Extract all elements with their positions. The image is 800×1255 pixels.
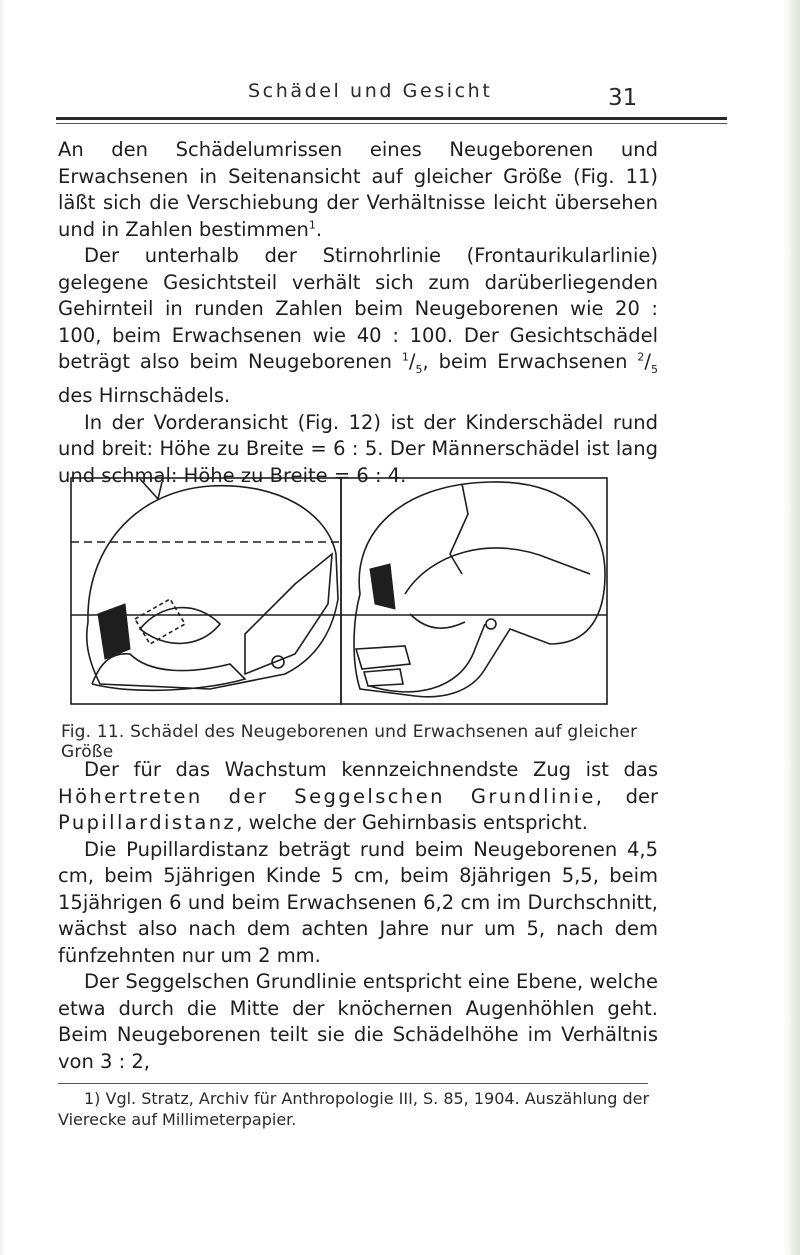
newborn-orbit: [98, 604, 130, 659]
header-rule-thin: [56, 123, 727, 124]
newborn-skull: [87, 479, 338, 690]
paragraph-4-text-c: , welche der Gehirnbasis entspricht.: [236, 811, 588, 834]
adult-orbit: [370, 564, 395, 609]
fraction-1-denominator: 5: [415, 362, 423, 376]
newborn-skull-outline: [87, 486, 338, 689]
paragraph-3: In der Vorderansicht (Fig. 12) ist der Kinderschädel rund und breit: Höhe zu Breite = 6 : 5. Der Männerschädel ist lang und schmal: Höhe zu Breite = 6 : 4.: [58, 410, 658, 487]
newborn-ear-region: [245, 554, 332, 674]
paragraph-4: [58, 757, 658, 837]
figure-caption: Fig. 11. Schädel des Neugeborenen und Erwachsenen auf gleicher Größe: [61, 722, 638, 762]
fraction-1-numerator: 1: [401, 350, 409, 364]
paragraph-5: Die Pupillardistanz beträgt rund beim Neugeborenen 4,5 cm, beim 5jährigen Kinde 5 cm, beim 8jährigen 5,5, beim 15jährigen 6 und beim Erwachsenen 6,2 cm im Durchschnitt, wächst also nach dem achten Jahre nur um 5, nach dem fünfzehnten nur um 2 mm.: [58, 837, 658, 967]
page-left-edge: [0, 0, 6, 1255]
paragraph-2-text-b: , beim Erwachsenen: [422, 350, 638, 373]
paragraph-4-text-a: Der für das Wachstum kennzeichnendste Zug ist das: [84, 758, 658, 781]
paragraph-1-end: .: [315, 217, 323, 241]
newborn-fontanelle: [140, 479, 162, 499]
header-rule: [56, 117, 727, 120]
adult-mandible: [370, 624, 485, 692]
footnote-rule: [58, 1083, 648, 1084]
adult-suture: [450, 484, 468, 574]
footnote: [58, 1088, 658, 1130]
adult-upper-teeth: [356, 646, 410, 669]
adult-skull: [354, 482, 605, 697]
page-right-edge: [782, 0, 800, 1255]
skull-figure: [70, 474, 610, 706]
paragraph-4-text-b: , der: [595, 784, 658, 808]
adult-lower-teeth: [364, 669, 403, 686]
text-block-top: [58, 137, 658, 489]
footnote-text: 1) Vgl. Stratz, Archiv für Anthropologie III, S. 85, 1904. Auszählung der Vierecke auf Millimeterpapier.: [58, 1089, 650, 1129]
paragraph-2-text-a: Der unterhalb der Stirnohrlinie (Frontaurikularlinie) gelegene Gesichtsteil verhält sich zum darüberliegenden Gehirnteil in runden Zahlen beim Neugeborenen wie 20 : 100, beim Erwachsenen wie 40 : 100. Der Gesichtschädel beträgt also beim Neugeborenen: [58, 244, 658, 373]
paragraph-1: [58, 137, 658, 243]
paragraph-2-text-c: des Hirnschädels.: [58, 384, 231, 408]
newborn-frame: [71, 478, 341, 704]
fraction-2-numerator: 2: [637, 350, 645, 364]
paragraph-2: Der unterhalb der Stirnohrlinie (Frontaurikularlinie) gelegene Gesichtsteil verhält sich zum darüberliegenden Gehirnteil in runden Zahlen beim Neugeborenen wie 20 : 100, beim Erwachsenen wie 40 : 100. Der Gesichtschädel beträgt also beim Neugeborenen $^1/_5$, beim Erwachsenen $^2/_5$ des Hirnschädels.: [58, 244, 658, 408]
newborn-orbit-line: [140, 608, 220, 644]
paragraph-1-text: An den Schädelumrissen eines Neugeborenen und Erwachsenen in Seitenansicht auf gleicher Größe (Fig. 11) läßt sich die Verschiebung der Verhältnisse leicht übersehen und in Zahlen bestimmen: [58, 138, 658, 241]
footnote-ref: 1: [308, 218, 316, 231]
text-block-bottom: [58, 757, 658, 1075]
page-number: 31: [608, 85, 638, 111]
paragraph-4-spaced-2: Pupillardistanz: [58, 811, 237, 834]
fraction-2-denominator: 5: [651, 362, 658, 376]
paragraph-6: Der Seggelschen Grundlinie entspricht eine Ebene, welche etwa durch die Mitte der knöchernen Augenhöhlen geht. Beim Neugeborenen teilt sie die Schädelhöhe im Verhältnis von 3 : 2,: [58, 970, 658, 1073]
adult-ear-opening: [486, 619, 496, 629]
paragraph-4-spaced-1: Höhertreten der Seggelschen Grundlinie: [58, 784, 596, 808]
running-head: Schädel und Gesicht: [248, 80, 493, 102]
adult-cheekbone: [410, 614, 465, 628]
adult-temporal-line: [405, 548, 590, 594]
newborn-cheek: [135, 599, 185, 644]
